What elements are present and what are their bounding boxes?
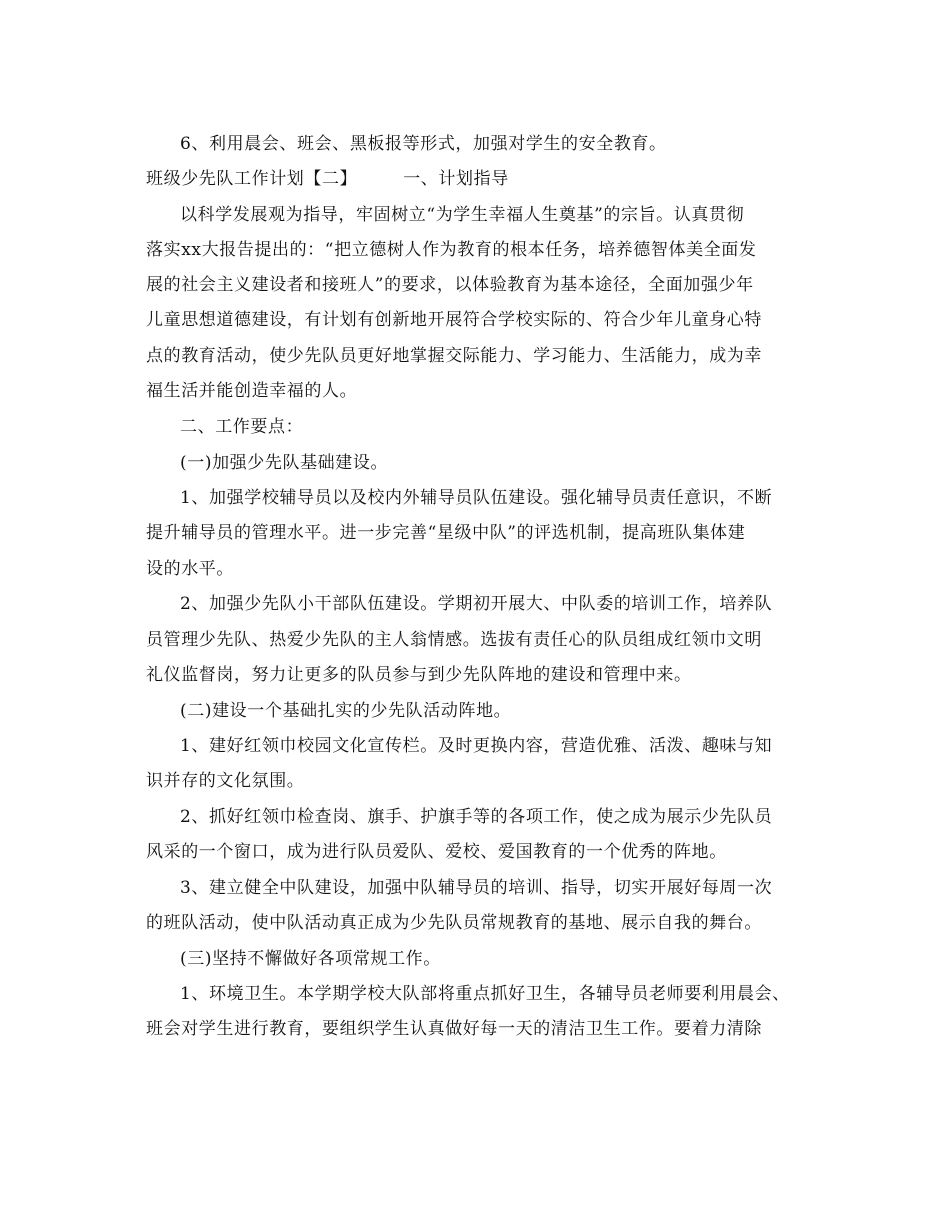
paragraph-line: 6、利用晨会、班会、黑板报等形式，加强对学生的安全教育。	[180, 134, 667, 154]
paragraph-line: 3、建立健全中队建设，加强中队辅导员的培训、指导，切实开展好每周一次	[180, 878, 773, 898]
paragraph-line: 2、加强少先队小干部队伍建设。学期初开展大、中队委的培训工作，培养队	[180, 594, 773, 614]
paragraph-line: 识并存的文化氛围。	[146, 771, 305, 791]
paragraph-line: 的班队活动，使中队活动真正成为少先队员常规教育的基地、展示自我的舞台。	[146, 913, 762, 933]
paragraph-line: 1、建好红领巾校园文化宣传栏。及时更换内容，营造优雅、活泼、趣味与知	[180, 736, 773, 756]
subsection-heading: (一)加强少先队基础建设。	[180, 453, 389, 473]
paragraph-line: 礼仪监督岗，努力让更多的队员参与到少先队阵地的建设和管理中来。	[146, 665, 692, 685]
section-subheading: 一、计划指导	[403, 169, 509, 189]
paragraph-line: 2、抓好红领巾检查岗、旗手、护旗手等的各项工作，使之成为展示少先队员	[180, 807, 773, 827]
subsection-heading: (三)坚持不懈做好各项常规工作。	[180, 949, 441, 969]
paragraph-line: 风采的一个窗口，成为进行队员爱队、爱校、爱国教育的一个优秀的阵地。	[146, 842, 727, 862]
paragraph-line: 福生活并能创造幸福的人。	[146, 381, 358, 401]
paragraph-line: 设的水平。	[146, 559, 234, 579]
section-heading-line	[146, 168, 509, 190]
paragraph-line: 1、环境卫生。本学期学校大队部将重点抓好卫生，各辅导员老师要利用晨会、	[180, 984, 790, 1004]
section-heading: 二、工作要点：	[180, 417, 304, 437]
paragraph-line: 以科学发展观为指导，牢固树立“为学生幸福人生奠基”的宗旨。认真贯彻	[180, 205, 745, 225]
paragraph-line: 提升辅导员的管理水平。进一步完善“星级中队”的评选机制，提高班队集体建	[146, 523, 746, 543]
paragraph-line: 落实xx大报告提出的：“把立德树人作为教育的根本任务，培养德智体美全面发	[146, 240, 757, 260]
subsection-heading: (二)建设一个基础扎实的少先队活动阵地。	[180, 701, 512, 721]
paragraph-line: 1、加强学校辅导员以及校内外辅导员队伍建设。强化辅导员责任意识，不断	[180, 488, 773, 508]
paragraph-line: 展的社会主义建设者和接班人”的要求，以体验教育为基本途径，全面加强少年	[146, 275, 754, 295]
paragraph-line: 点的教育活动，使少先队员更好地掌握交际能力、学习能力、生活能力，成为幸	[146, 346, 762, 366]
paragraph-line: 班会对学生进行教育，要组织学生认真做好每一天的清洁卫生工作。要着力清除	[146, 1019, 762, 1039]
paragraph-line: 员管理少先队、热爱少先队的主人翁情感。选拔有责任心的队员组成红领巾文明	[146, 630, 762, 650]
section-title: 班级少先队工作计划【二】	[146, 169, 358, 189]
paragraph-line: 儿童思想道德建设，有计划有创新地开展符合学校实际的、符合少年儿童身心特	[146, 310, 762, 330]
